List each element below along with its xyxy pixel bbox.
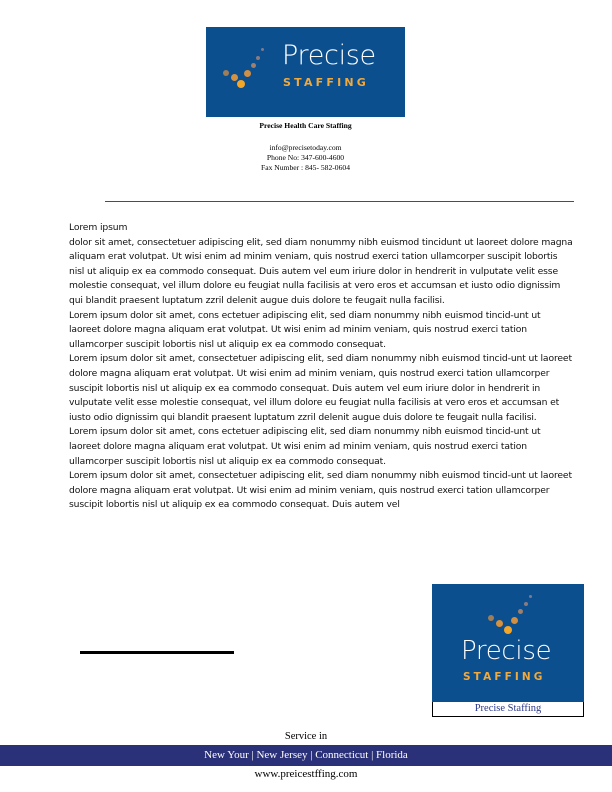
contact-phone: Phone No: 347-600-4600: [266, 153, 345, 162]
logo-dot-icon: [244, 70, 251, 77]
logo-brand-text: Precise: [461, 636, 552, 666]
body-paragraph: Lorem ipsum dolor sit amet, consectetuer adipiscing elit, sed diam nonummy nibh euismod tincid-unt ut laoreet dolore magna aliquam erat volutpat. Ut wisi enim ad minim veniam, quis nostrud exerci tation ullamcorper suscipit lobortis nisl ut aliquip ex ea commodo consequat. Duis autem vel eum iriure dolor in hendrerit in vulputate velit esse molestie consequat, vel illum dolore eu feugiat nulla facilisis at vero eros et accumsan et iusto odio dignissim qui blandit praesent luptatum zzril delenit augue duis dolore te feugait nulla facilisi.: [69, 353, 572, 423]
contact-fax: Fax Number : 845- 582-0604: [260, 163, 350, 172]
body-paragraph: Lorem ipsum dolor sit amet, cons ectetuer adipiscing elit, sed diam nonummy nibh euismod tincid-unt ut laoreet dolore magna aliquam erat volutpat. Ut wisi enim ad minim veniam, quis nostrud exerci tation ullamcorper suscipit lobortis nisl ut aliquip ex ea commodo consequat.: [69, 426, 541, 467]
body-paragraph: Lorem ipsum: [69, 222, 128, 233]
logo-dot-icon: [261, 48, 264, 51]
logo-dot-icon: [518, 609, 523, 614]
body-paragraph: Lorem ipsum dolor sit amet, consectetuer adipiscing elit, sed diam nonummy nibh euismod tincid-unt ut laoreet dolore magna aliquam erat volutpat. Ut wisi enim ad minim veniam, quis nostrud exerci tation ullamcorper suscipit lobortis nisl ut aliquip ex ea commodo consequat. Duis autem vel: [69, 470, 572, 511]
logo-dot-icon: [488, 615, 494, 621]
service-locations: New Your | New Jersey | Connecticut | Florida: [204, 749, 408, 761]
logo-dot-icon: [496, 620, 503, 627]
signature-line: [80, 651, 234, 654]
logo-sub-text: STAFFING: [283, 76, 370, 89]
service-label: Service in: [284, 731, 328, 742]
header-divider: [105, 201, 574, 202]
contact-email: info@precisetoday.com: [269, 143, 342, 152]
footer-locations-band: [0, 745, 612, 766]
body-paragraph: dolor sit amet, consectetuer adipiscing elit, sed diam nonummy nibh euismod tincidunt ut laoreet dolore magna aliquam erat volutpat. Ut wisi enim ad minim veniam, quis nostrud exerci tation ullamcorper suscipit lobortis nisl ut aliquip ex ea commodo consequat. Duis autem vel eum iriure dolor in hendrerit in vulputate velit esse molestie consequat, vel illum dolore eu feugiat nulla facilisis at vero eros et accumsan et iusto odio dignissim qui blandit praesent luptatum zzril delenit augue duis dolore te feugait nulla facilisi.: [69, 236, 573, 306]
logo-dot-icon: [251, 63, 256, 68]
body-paragraph: Lorem ipsum dolor sit amet, cons ectetuer adipiscing elit, sed diam nonummy nibh euismod tincid-unt ut laoreet dolore magna aliquam erat volutpat. Ut wisi enim ad minim veniam, quis nostrud exerci tation ullamcorper suscipit lobortis nisl ut aliquip ex ea commodo consequat.: [69, 309, 541, 350]
signature-logo: [432, 584, 584, 702]
company-name: [206, 121, 405, 130]
logo-dot-icon: [504, 626, 512, 634]
logo-dot-icon: [223, 70, 229, 76]
website-link[interactable]: www.preicestffing.com: [254, 768, 358, 780]
logo-caption: Precise Staffing: [432, 702, 584, 717]
logo-dot-icon: [524, 602, 528, 606]
logo-dot-icon: [231, 74, 238, 81]
logo-brand-text: Precise: [282, 40, 376, 71]
logo-dot-icon: [511, 617, 518, 624]
logo-dot-icon: [529, 595, 532, 598]
logo-sub-text: STAFFING: [463, 671, 546, 683]
logo-dot-icon: [237, 80, 245, 88]
letter-body: [69, 221, 574, 513]
header-logo: [206, 27, 405, 117]
logo-dot-icon: [256, 56, 260, 60]
company-name-text: Precise Health Care Staffing: [259, 121, 352, 130]
